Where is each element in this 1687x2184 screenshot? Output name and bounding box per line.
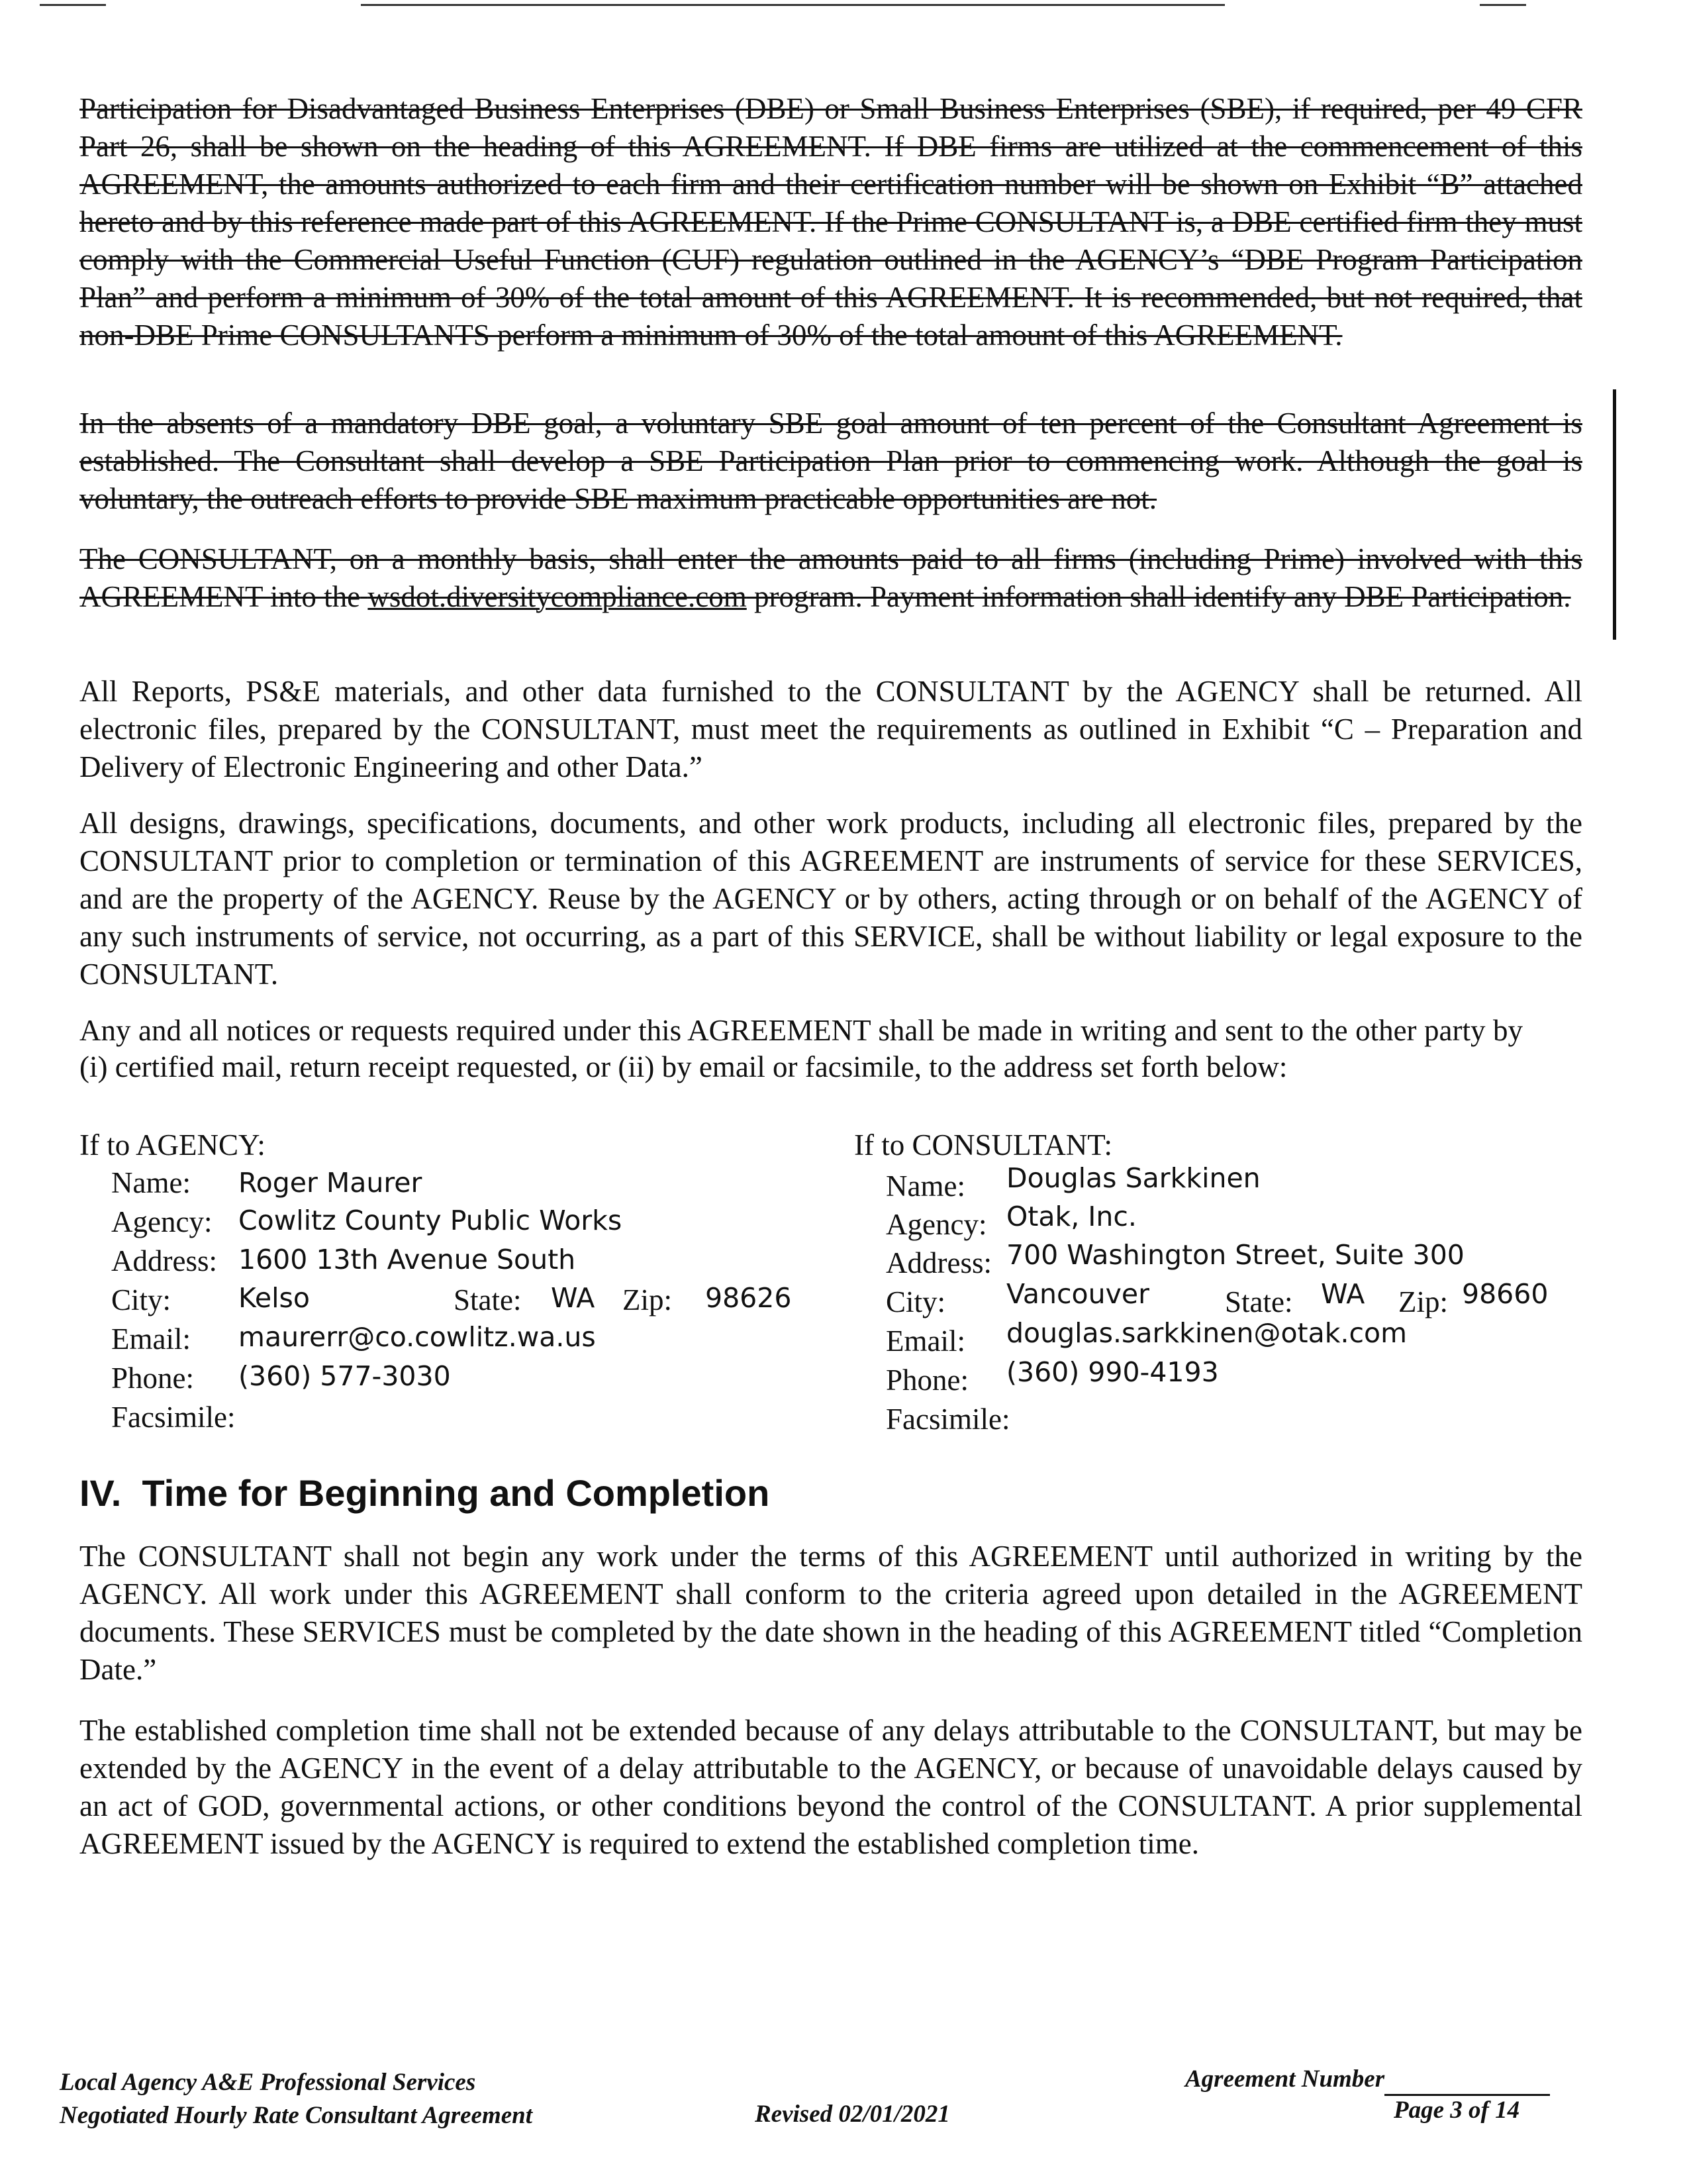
footer-agreement-number <box>1185 2063 1550 2096</box>
reports-paragraph: All Reports, PS&E materials, and other data furnished to the CONSULTANT by the AGENCY shall be returned. All electronic files, prepared by the CONSULTANT, must meet the requirements as outlined in Exhibit “C – Preparation and Delivery of Electronic Engineering and other Data.” <box>79 675 1582 783</box>
agency-phone-label: Phone: <box>111 1362 195 1395</box>
footer-form-title <box>60 2066 532 2132</box>
agency-city-value: Kelso <box>238 1282 310 1314</box>
footer-revised: Revised 02/01/2021 <box>755 2101 950 2128</box>
agency-contact-header: If to AGENCY: <box>79 1128 265 1162</box>
revision-bar <box>1613 389 1616 640</box>
consultant-email-value[interactable]: douglas.sarkkinen@otak.com <box>1006 1317 1408 1349</box>
agency-state-value: WA <box>551 1282 595 1314</box>
consultant-address-value: 700 Washington Street, Suite 300 <box>1006 1239 1465 1271</box>
consultant-name-value: Douglas Sarkkinen <box>1006 1162 1261 1194</box>
agency-contact-block <box>79 1126 808 1444</box>
consultant-phone-value: (360) 990-4193 <box>1006 1356 1219 1388</box>
agency-email-label: Email: <box>111 1322 191 1356</box>
agency-agency-value: Cowlitz County Public Works <box>238 1205 622 1236</box>
time-authorization-paragraph: The CONSULTANT shall not begin any work under the terms of this AGREEMENT until authorized in writing by the AGENCY. All work under this AGREEMENT shall conform to the criteria agreed upon detailed in the AGREEMENT documents. These SERVICES must be completed by the date shown in the heading of this AGREEMENT titled “Completion Date.” <box>79 1540 1582 1686</box>
consultant-contact-header: If to CONSULTANT: <box>854 1128 1112 1162</box>
scan-top-line <box>40 4 106 6</box>
consultant-phone-label: Phone: <box>886 1364 969 1397</box>
agency-state-label: State: <box>454 1283 522 1316</box>
consultant-name-label: Name: <box>886 1169 965 1203</box>
section-heading <box>79 1471 769 1514</box>
section-title: Time for Beginning and Completion <box>142 1472 770 1514</box>
consultant-zip-value: 98660 <box>1462 1278 1549 1310</box>
agency-agency-label: Agency: <box>111 1205 213 1238</box>
completion-extension-paragraph: The established completion time shall not be extended because of any delays attributable to the CONSULTANT, but may be extended by the AGENCY in the event of a delay attributable to the AGENCY, or because of unavoidable delays caused by an act of GOD, governmental actions, or other conditions beyond the control of the CONSULTANT. A prior supplemental AGREEMENT issued by the AGENCY is required to extend the established completion time. <box>79 1714 1582 1860</box>
monthly-reporting-paragraph <box>79 540 1582 616</box>
designs-paragraph: All designs, drawings, specifications, documents, and other work products, including all electronic files, prepared by the CONSULTANT prior to completion or termination of this AGREEMENT are instruments of service for these SERVICES, and are the property of the AGENCY. Reuse by the AGENCY or by others, acting through or on behalf of the AGENCY of any such instruments of service, not occurring, as a part of this SERVICE, shall be without liability or legal exposure to the CONSULTANT. <box>79 807 1582 991</box>
consultant-address-label: Address: <box>886 1246 992 1279</box>
scan-top-line <box>1480 4 1526 6</box>
consultant-agency-label: Agency: <box>886 1208 987 1241</box>
consultant-zip-label: Zip: <box>1398 1285 1448 1318</box>
consultant-city-label: City: <box>886 1285 946 1318</box>
consultant-city-value: Vancouver <box>1006 1278 1149 1310</box>
agency-name-value: Roger Maurer <box>238 1167 422 1199</box>
agreement-number-blank <box>1384 2069 1550 2096</box>
consultant-agency-value: Otak, Inc. <box>1006 1201 1137 1232</box>
footer-page-number: Page 3 of 14 <box>1394 2097 1520 2124</box>
agency-zip-value: 98626 <box>705 1282 792 1314</box>
agency-email-value[interactable]: maurerr@co.cowlitz.wa.us <box>238 1321 596 1353</box>
monthly-text-a: The CONSULTANT, on a monthly basis, shall enter the amounts paid to all firms (including Prime) involved with this AGREEMENT into the <box>79 542 1582 613</box>
section-number: IV. <box>79 1472 122 1514</box>
dbe-participation-paragraph: Participation for Disadvantaged Business Enterprises (DBE) or Small Business Enterprises (SBE), if required, per 49 CFR Part 26, shall be shown on the heading of this AGREEMENT. If DBE firms are utilized at the commencement of this AGREEMENT, the amounts authorized to each firm and their certification number will be shown on Exhibit “B” attached hereto and by this reference made part of this AGREEMENT. If the Prime CONSULTANT is, a DBE certified firm they must comply with the Commercial Useful Function (CUF) regulation outlined in the AGENCY’s “DBE Program Participation Plan” and perform a minimum of 30% of the total amount of this AGREEMENT. It is recommended, but not required, that non-DBE Prime CONSULTANTS perform a minimum of 30% of the total amount of this AGREEMENT. <box>79 92 1582 352</box>
consultant-contact-block <box>854 1126 1615 1444</box>
agency-address-value: 1600 13th Avenue South <box>238 1244 576 1275</box>
monthly-text-b: program. Payment information shall identify any DBE Participation. <box>754 580 1571 613</box>
consultant-state-value: WA <box>1321 1278 1365 1310</box>
agency-name-label: Name: <box>111 1166 191 1199</box>
consultant-email-label: Email: <box>886 1324 965 1358</box>
agency-city-label: City: <box>111 1283 171 1316</box>
diversity-compliance-link[interactable]: wsdot.diversitycompliance.com <box>367 580 747 613</box>
sbe-goal-paragraph: In the absents of a mandatory DBE goal, a voluntary SBE goal amount of ten percent of the Consultant Agreement is established. The Consultant shall develop a SBE Participation Plan prior to commencing work. Although the goal is voluntary, the outreach efforts to provide SBE maximum practicable opportunities are not. <box>79 407 1582 515</box>
agreement-number-label: Agreement Number <box>1185 2065 1385 2093</box>
agency-phone-value: (360) 577-3030 <box>238 1360 451 1392</box>
agency-fax-label: Facsimile: <box>111 1401 236 1434</box>
notices-paragraph: Any and all notices or requests required under this AGREEMENT shall be made in writing and sent to the other party by (i) certified mail, return receipt requested, or (ii) by email or facsimile, to the address set forth below: <box>79 1014 1523 1083</box>
agency-address-label: Address: <box>111 1244 217 1277</box>
agency-zip-label: Zip: <box>622 1283 672 1316</box>
consultant-fax-label: Facsimile: <box>886 1403 1010 1436</box>
consultant-state-label: State: <box>1225 1285 1293 1318</box>
scan-top-line <box>361 4 1225 6</box>
footer-line1: Local Agency A&E Professional Services <box>60 2069 476 2096</box>
footer-line2: Negotiated Hourly Rate Consultant Agreement <box>60 2102 533 2129</box>
